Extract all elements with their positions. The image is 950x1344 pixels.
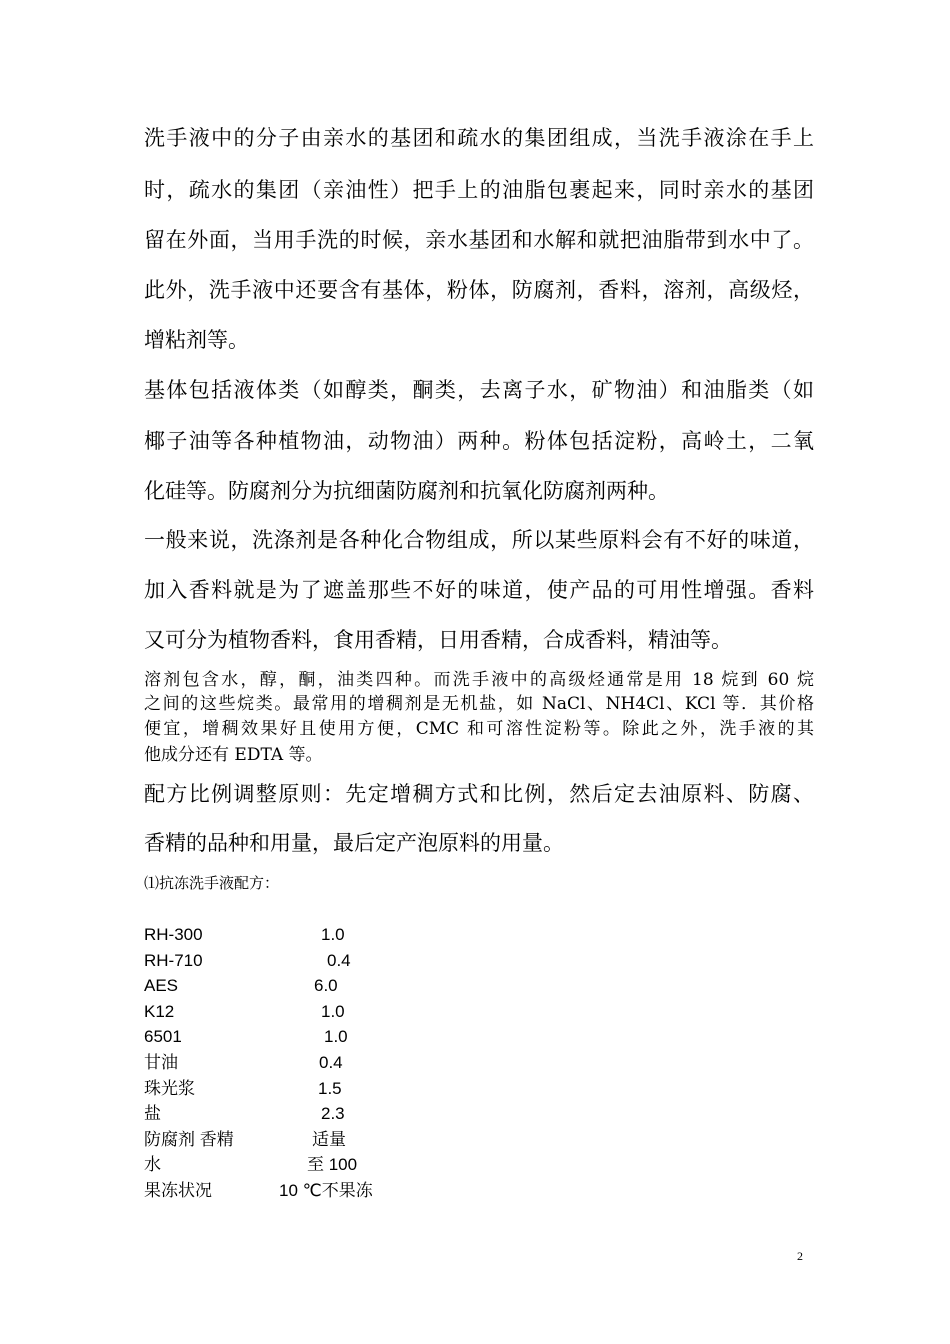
- ingredient-name: 水: [144, 1155, 161, 1175]
- text-line: 香精的品种和用量，最后定产泡原料的用量。: [144, 831, 564, 855]
- formula-row: [144, 948, 544, 974]
- text-line: 椰子油等各种植物油，动物油）两种。粉体包括淀粉，高岭土，二氧: [144, 429, 814, 453]
- ingredient-name: RH-300: [144, 925, 203, 944]
- formula-row: [144, 1076, 544, 1102]
- ingredient-name: AES: [144, 976, 179, 996]
- ingredient-amount: 10 ℃不果冻: [279, 1180, 373, 1200]
- ingredient-amount: 1.0: [321, 1001, 345, 1021]
- text-line: 一般来说，洗涤剂是各种化合物组成，所以某些原料会有不好的味道，: [144, 528, 814, 552]
- formula-row: [144, 973, 544, 999]
- text-line: 留在外面，当用手洗的时候，亲水基团和水解和就把油脂带到水中了。: [144, 228, 814, 252]
- text-line: 加入香料就是为了遮盖那些不好的味道，使产品的可用性增强。香料: [144, 578, 814, 602]
- formula-heading: ⑴抗冻洗手液配方：: [144, 874, 280, 892]
- text-line: 增粘剂等。: [144, 328, 249, 352]
- ingredient-amount: 6.0: [314, 976, 338, 996]
- ingredient-name: 防腐剂 香精: [144, 1129, 234, 1149]
- text-line: 时，疏水的集团（亲油性）把手上的油脂包裹起来，同时亲水的基团: [144, 178, 814, 202]
- ingredient-name: 6501: [144, 1027, 182, 1047]
- ingredient-name: 果冻状况: [144, 1180, 212, 1200]
- text-line: 化硅等。防腐剂分为抗细菌防腐剂和抗氧化防腐剂两种。: [144, 479, 669, 503]
- formula-row: [144, 1178, 544, 1204]
- formula-row: [144, 1101, 544, 1127]
- ingredient-amount: 1.5: [318, 1078, 342, 1098]
- ingredient-name: 甘油: [144, 1052, 178, 1072]
- ingredient-amount: 0.4: [327, 950, 351, 970]
- text-line: 配方比例调整原则：先定增稠方式和比例，然后定去油原料、防腐、: [144, 782, 814, 806]
- ingredient-amount: 0.4: [319, 1052, 343, 1072]
- ingredient-amount: 1.0: [324, 1027, 348, 1047]
- ingredient-name: RH-710: [144, 950, 203, 970]
- formula-row: [144, 999, 544, 1025]
- text-line: 便宜，增稠效果好且使用方便，CMC 和可溶性淀粉等。除此之外，洗手液的其: [144, 719, 814, 739]
- text-line: 之间的这些烷类。最常用的增稠剂是无机盐，如 NaCl、NH4Cl、KCl 等．其价格: [144, 694, 814, 714]
- formula-table: [144, 922, 544, 1204]
- text-line: 溶剂包含水，醇，酮，油类四种。而洗手液中的高级烃通常是用 18 烷到 60 烷: [144, 670, 814, 690]
- ingredient-name: K12: [144, 1001, 175, 1021]
- text-line: 他成分还有 EDTA 等。: [144, 745, 323, 765]
- text-line: 基体包括液体类（如醇类，酮类，去离子水，矿物油）和油脂类（如: [144, 378, 814, 402]
- formula-row: [144, 1050, 544, 1076]
- formula-row: [144, 1024, 544, 1050]
- ingredient-amount: 至 100: [307, 1155, 358, 1175]
- ingredient-name: 珠光浆: [144, 1078, 195, 1098]
- text-line: 洗手液中的分子由亲水的基团和疏水的集团组成，当洗手液涂在手上: [144, 126, 814, 150]
- ingredient-amount: 1.0: [321, 925, 345, 944]
- formula-row: [144, 922, 544, 948]
- formula-row: [144, 1152, 544, 1178]
- page-number: 2: [797, 1249, 803, 1263]
- ingredient-amount: 适量: [312, 1129, 346, 1149]
- text-line: 此外，洗手液中还要含有基体，粉体，防腐剂，香料，溶剂，高级烃，: [144, 278, 814, 302]
- formula-row: [144, 1127, 544, 1153]
- ingredient-amount: 2.3: [321, 1104, 345, 1124]
- ingredient-name: 盐: [144, 1104, 161, 1124]
- text-line: 又可分为植物香料，食用香精，日用香精，合成香料，精油等。: [144, 628, 732, 652]
